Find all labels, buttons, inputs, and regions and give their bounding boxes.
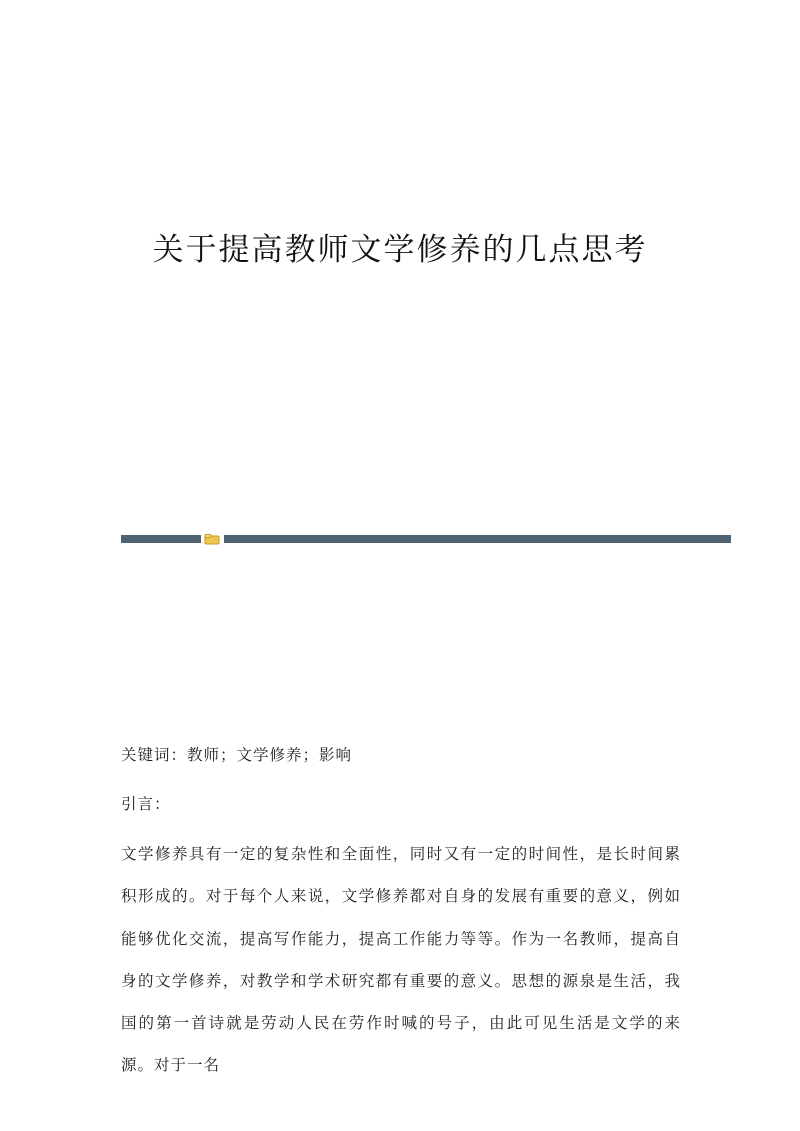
divider-right — [224, 535, 731, 543]
folder-icon — [204, 533, 220, 545]
keywords-line: 关键词：教师；文学修养；影响 — [121, 746, 353, 764]
divider-left — [121, 535, 201, 543]
body-paragraph: 文学修养具有一定的复杂性和全面性，同时又有一定的时间性，是长时间累积形成的。对于每个人来说，文学修养都对自身的发展有重要的意义，例如能够优化交流，提高写作能力，提高工作能力等等。作为一名教师，提高自身的文学修养，对教学和学术研究都有重要的意义。思想的源泉是生活，我国的第一首诗就是劳动人民在劳作时喊的号子，由此可见生活是文学的来源。对于一名 — [121, 845, 681, 1075]
intro-label: 引言： — [121, 795, 171, 813]
document-title: 关于提高教师文学修养的几点思考 — [152, 232, 648, 268]
